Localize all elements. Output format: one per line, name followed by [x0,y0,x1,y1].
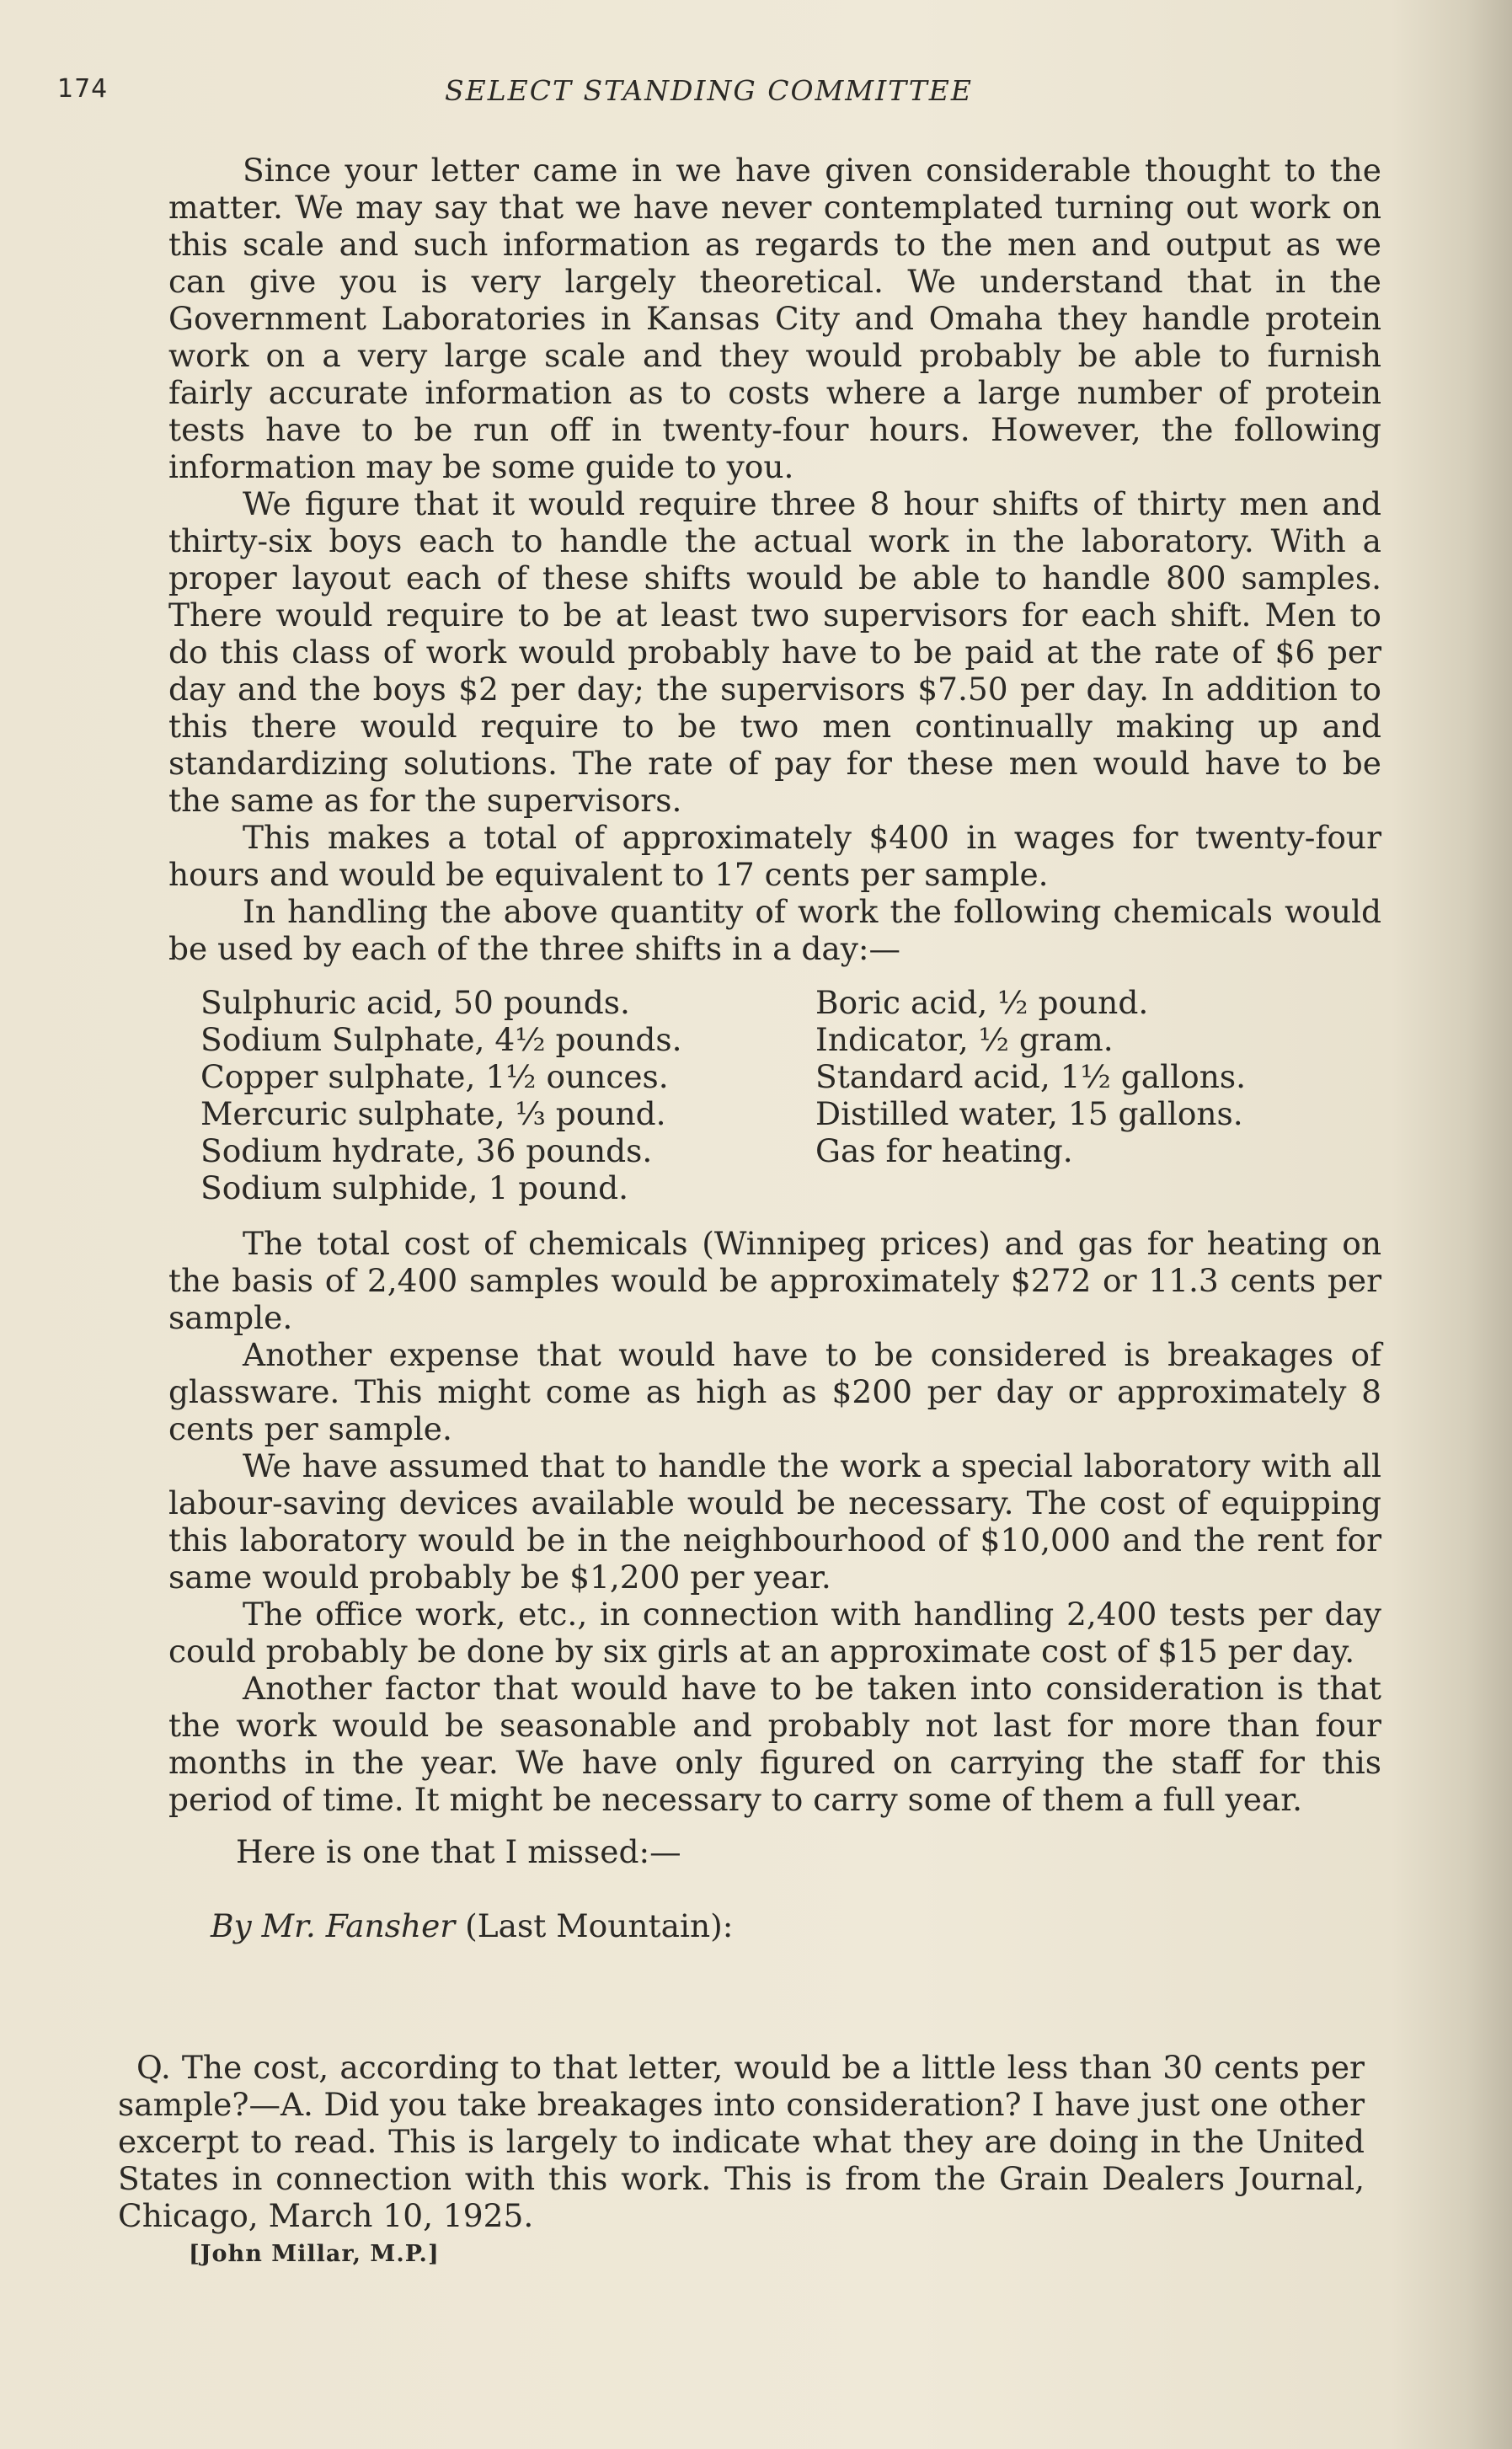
chemical-item: Gas for heating. [815,1132,1073,1169]
letter-paragraph: Since your letter came in we have given considerable thought to the matter. We may say that we have never contemplated turning out work on this scale and such information as regards to the men and output as we can give you is very largely theoretical. We understand that in the Government Laboratories in Kansas City and Omaha they handle protein work on a very large scale and they would probably be able to furnish fairly accurate information as to costs where a large number of protein tests have to be run off in twenty-four hours. However, the following information may be some guide to you. [168,152,1381,485]
letter-paragraph: In handling the above quantity of work the following chemicals would be used by each of the three shifts in a day:— [168,893,1381,967]
letter-paragraph: The office work, etc., in connection with handling 2,400 tests per day could probably be done by six girls at an approximate cost of $15 per day. [168,1596,1381,1670]
chemical-item: Mercuric sulphate, ⅓ pound. [200,1095,666,1132]
letter-paragraph: We figure that it would require three 8 hour shifts of thirty men and thirty-six boys each to handle the actual work in the laboratory. With a proper layout each of these shifts would be able to handle 800 samples. There would require to be at least two supervisors for each shift. Men to do this class of work would probably have to be paid at the rate of $6 per day and the boys $2 per day; the supervisors $7.50 per day. In addition to this there would require to be two men continually making up and standardizing solutions. The rate of pay for these men would have to be the same as for the supervisors. [168,485,1381,819]
chemicals-list [200,984,1312,1206]
running-head: SELECT STANDING COMMITTEE [445,74,973,107]
page-number: 174 [57,74,109,104]
letter-paragraph: The total cost of chemicals (Winnipeg prices) and gas for heating on the basis of 2,400 samples would be approximately $272 or 11.3 cents per sample. [168,1225,1381,1336]
chemical-item: Sodium Sulphate, 4½ pounds. [200,1021,682,1058]
speaker-riding: (Last Mountain): [465,1907,734,1944]
speaker-line [168,1907,1381,1944]
letter-body [168,152,1381,1944]
chemical-item: Sodium sulphide, 1 pound. [200,1169,629,1206]
letter-paragraph: We have assumed that to handle the work a special laboratory with all labour-saving devices available would be necessary. The cost of equipping this laboratory would be in the neighbourhood of $10,000 and the rent for same would probably be $1,200 per year. [168,1447,1381,1596]
signature: [John Millar, M.P.] [189,2241,440,2267]
letter-paragraph: Another expense that would have to be considered is breakages of glassware. This might come as high as $200 per day or approximately 8 cents per sample. [168,1336,1381,1447]
chemicals-column-right [815,984,1312,1206]
chemical-item: Sodium hydrate, 36 pounds. [200,1132,653,1169]
chemical-item: Boric acid, ½ pound. [815,984,1149,1021]
chemical-item: Indicator, ½ gram. [815,1021,1114,1058]
chemical-item: Distilled water, 15 gallons. [815,1095,1243,1132]
chemical-item: Sulphuric acid, 50 pounds. [200,984,630,1021]
chemical-item: Copper sulphate, 1½ ounces. [200,1058,669,1095]
letter-paragraph: This makes a total of approximately $400 in wages for twenty-four hours and would be equivalent to 17 cents per sample. [168,819,1381,893]
chemicals-column-left [200,984,815,1206]
letter-paragraph: Another factor that would have to be taken into consideration is that the work would be seasonable and probably not last for more than four months in the year. We have only figured on carrying the staff for this period of time. It might be necessary to carry some of them a full year. [168,1670,1381,1818]
chemical-item: Standard acid, 1½ gallons. [815,1058,1247,1095]
page-header [57,74,1405,125]
missed-line: Here is one that I missed:— [236,1833,681,1870]
speaker-name: By Mr. Fansher [211,1907,456,1944]
question-paragraph: Q. The cost, according to that letter, would be a little less than 30 cents per sample?—A. Did you take breakages into consideration? I have just one other excerpt to read. This is largely to indicate what they are doing in the United States in connection with this work. This is from the Grain Dealers Journal, Chicago, March 10, 1925. [118,2049,1365,2234]
